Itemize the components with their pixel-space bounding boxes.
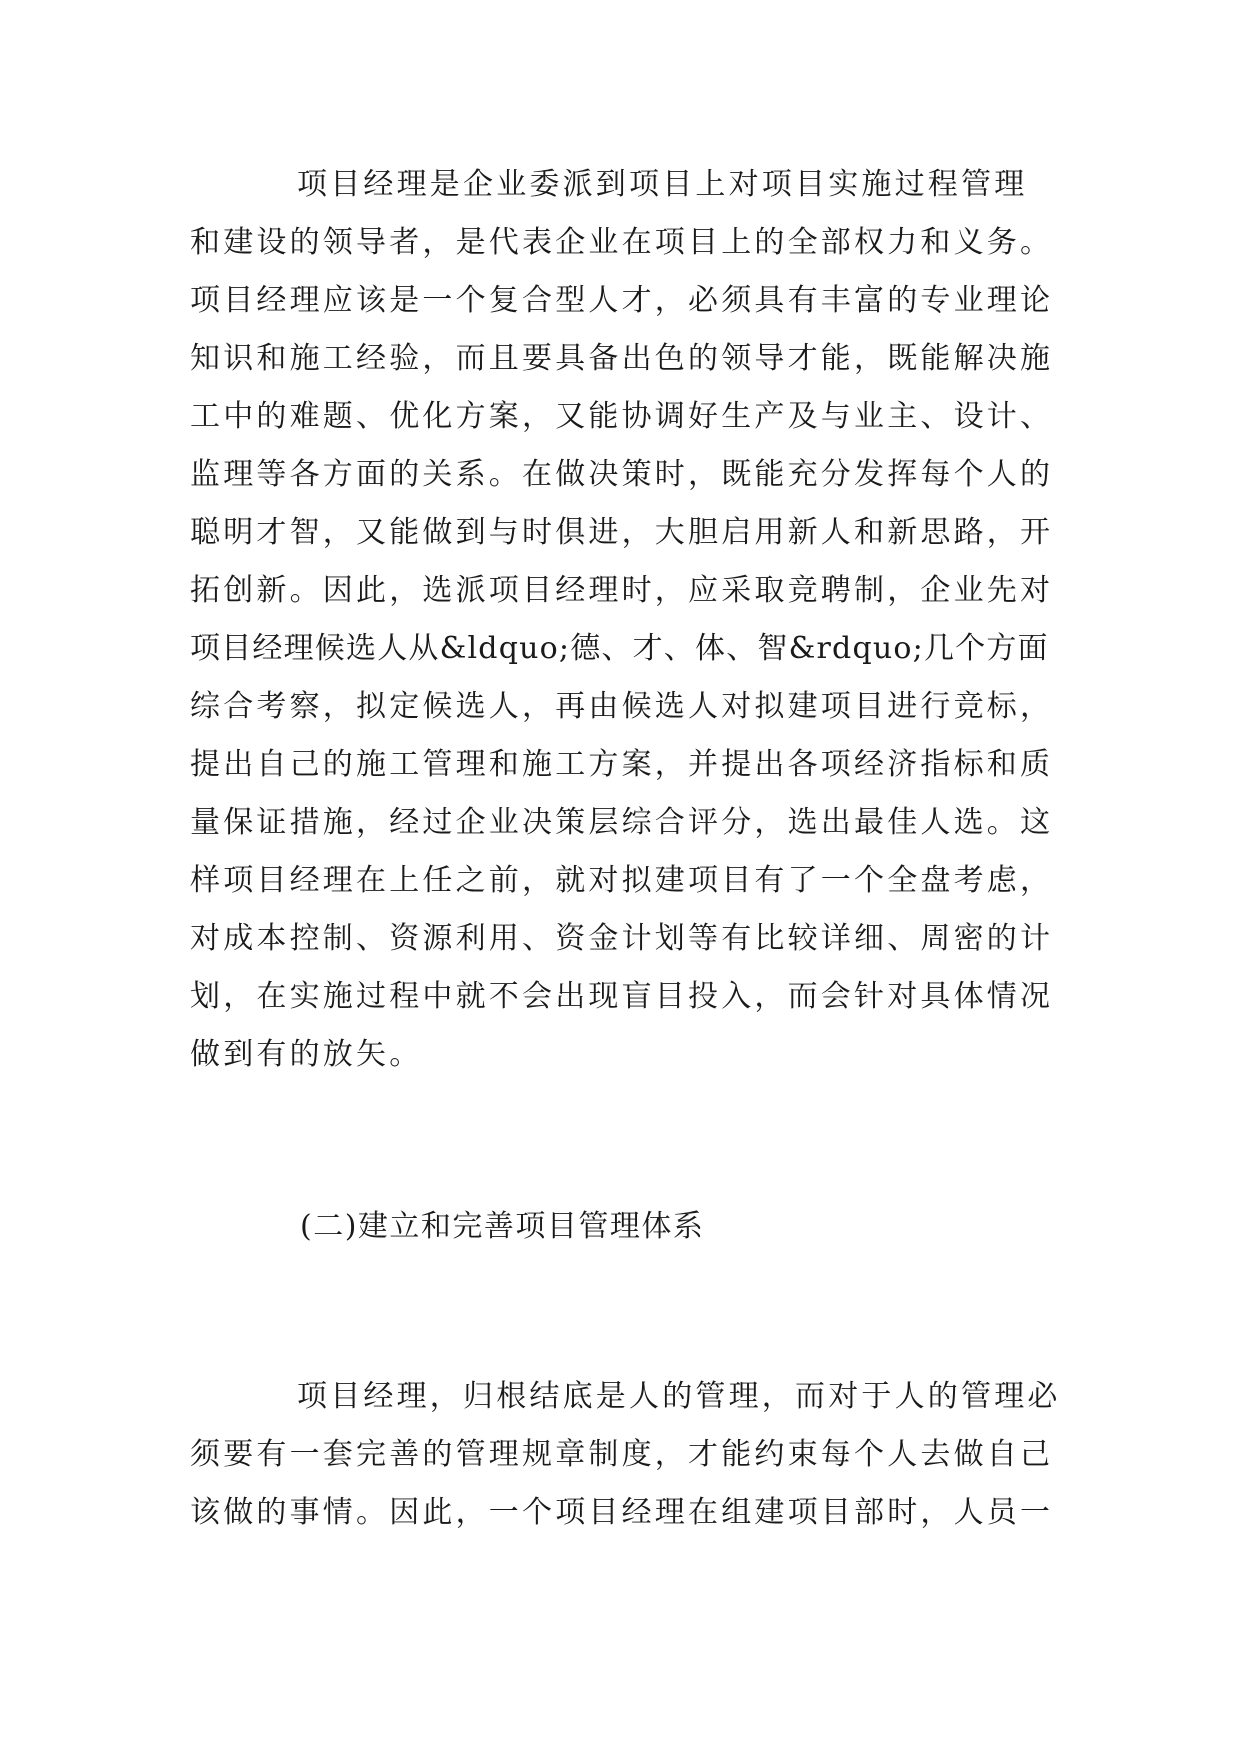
paragraph-1-line-13: 样项目经理在上任之前，就对拟建项目有了一个全盘考虑， [190,863,1054,898]
paragraph-1-line-7: 聪明才智，又能做到与时俱进，大胆启用新人和新思路，开 [190,515,1054,550]
paragraph-1-line-9: 项目经理候选人从&ldquo;德、才、体、智&rdquo;几个方面 [190,631,1049,666]
paragraph-1-line-2: 和建设的领导者，是代表企业在项目上的全部权力和义务。 [190,225,1054,260]
paragraph-1-line-4: 知识和施工经验，而且要具备出色的领导才能，既能解决施 [190,341,1054,376]
section-heading: (二)建立和完善项目管理体系 [300,1209,705,1244]
paragraph-1-line-14: 对成本控制、资源利用、资金计划等有比较详细、周密的计 [190,921,1054,956]
paragraph-1-line-10: 综合考察，拟定候选人，再由候选人对拟建项目进行竞标， [190,689,1054,724]
paragraph-1-line-8: 拓创新。因此，选派项目经理时，应采取竞聘制，企业先对 [190,573,1054,608]
paragraph-1-line-16: 做到有的放矢。 [190,1037,423,1072]
paragraph-2-line-1: 项目经理，归根结底是人的管理，而对于人的管理必 [297,1379,1061,1414]
paragraph-2-line-2: 须要有一套完善的管理规章制度，才能约束每个人去做自己 [190,1437,1054,1472]
paragraph-1-line-1: 项目经理是企业委派到项目上对项目实施过程管理 [297,167,1028,202]
paragraph-1-line-6: 监理等各方面的关系。在做决策时，既能充分发挥每个人的 [190,457,1054,492]
paragraph-1-line-12: 量保证措施，经过企业决策层综合评分，选出最佳人选。这 [190,805,1054,840]
paragraph-1-line-3: 项目经理应该是一个复合型人才，必须具有丰富的专业理论 [190,283,1054,318]
paragraph-1-line-15: 划，在实施过程中就不会出现盲目投入，而会针对具体情况 [190,979,1054,1014]
paragraph-1-line-11: 提出自己的施工管理和施工方案，并提出各项经济指标和质 [190,747,1054,782]
paragraph-2-line-3: 该做的事情。因此，一个项目经理在组建项目部时，人员一 [190,1495,1054,1530]
paragraph-1-line-5: 工中的难题、优化方案，又能协调好生产及与业主、设计、 [190,399,1054,434]
